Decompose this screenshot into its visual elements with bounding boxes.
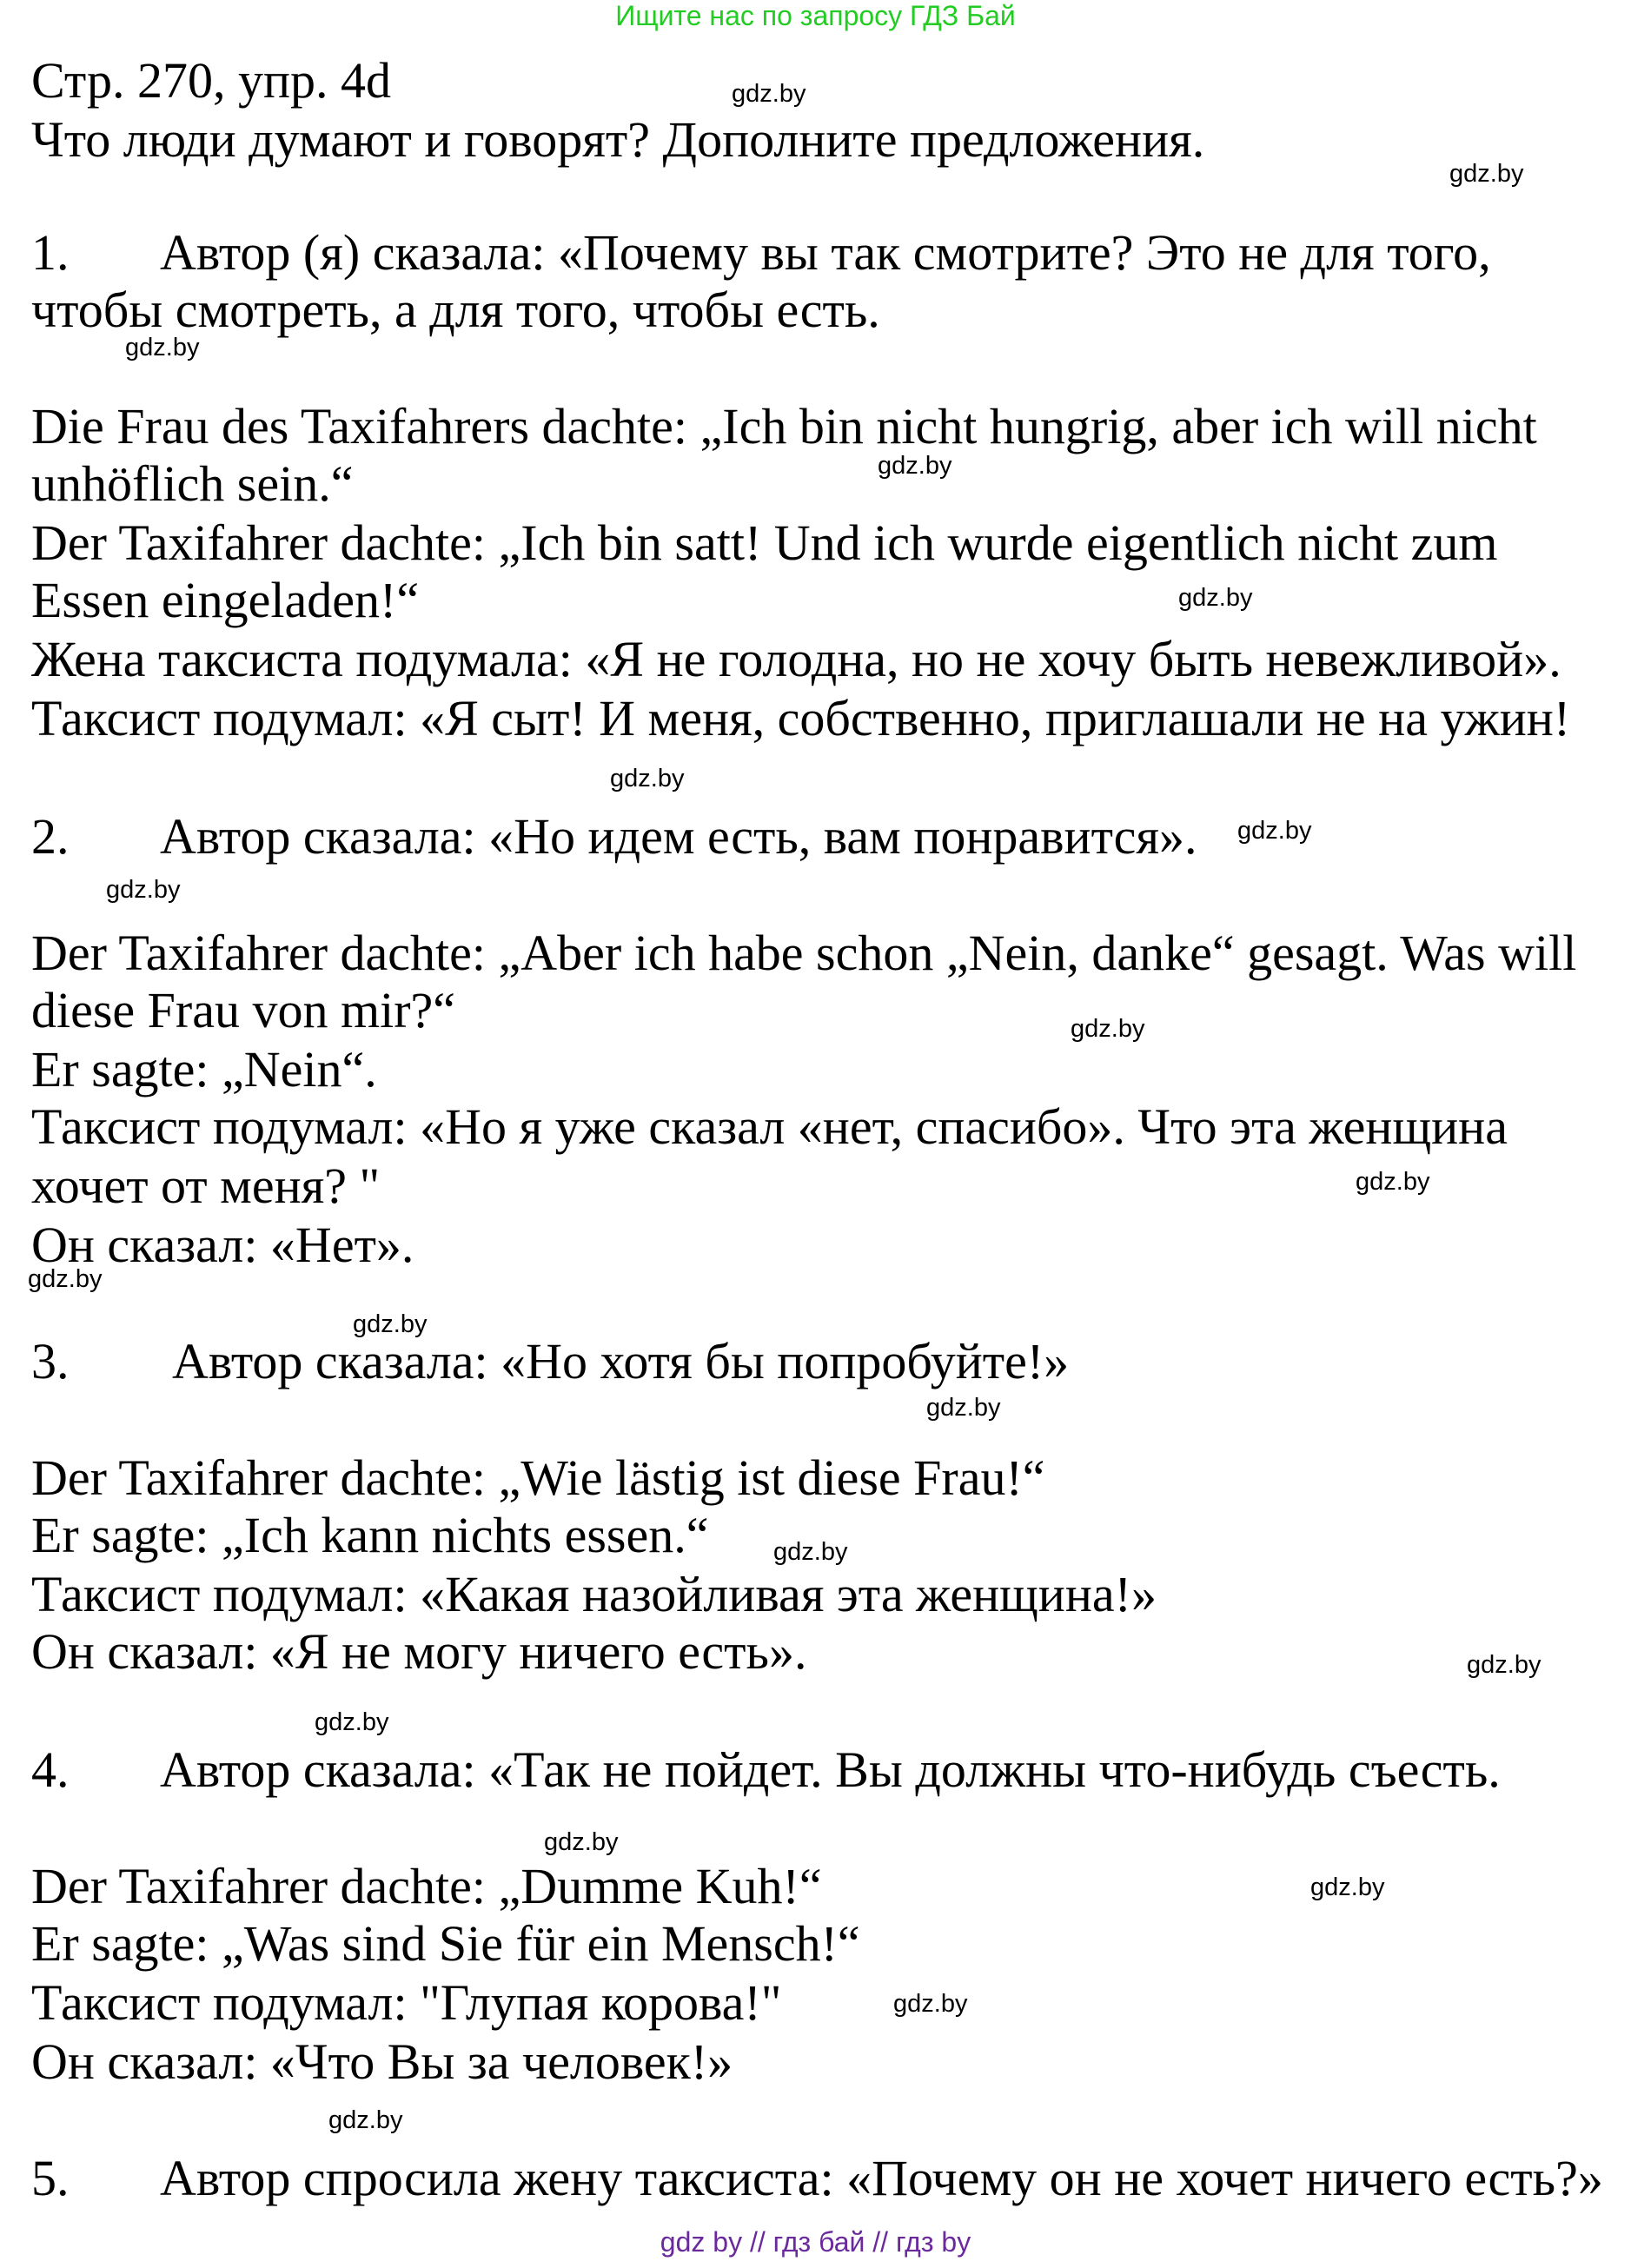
section-5-intro xyxy=(31,2150,1603,2207)
watermark: gdz.by xyxy=(1178,584,1253,612)
watermark: gdz.by xyxy=(878,452,952,480)
section-1-line: Жена таксиста подумала: «Я не голодна, но не хочу быть невежливой». xyxy=(31,631,1561,687)
section-2-intro-line-1: Автор сказала: «Но идем есть, вам понравится». xyxy=(160,808,1197,865)
section-1-intro-line-1: Автор (я) сказала: «Почему вы так смотрите? Это не для того, xyxy=(160,224,1491,281)
section-2-line: Der Taxifahrer dachte: „Aber ich habe schon „Nein, danke“ gesagt. Was will xyxy=(31,925,1577,981)
section-3-intro xyxy=(31,1333,1069,1390)
section-2-intro xyxy=(31,808,1197,865)
watermark: gdz.by xyxy=(893,1990,968,2018)
section-1-line: unhöflich sein.“ xyxy=(31,455,354,512)
section-2-line: Er sagte: „Nein“. xyxy=(31,1041,377,1098)
watermark: gdz.by xyxy=(125,334,200,361)
section-1-line: Таксист подумал: «Я сыт! И меня, собственно, приглашали не на ужин! xyxy=(31,690,1571,746)
watermark: gdz.by xyxy=(1071,1015,1145,1043)
section-3-intro-line-1: Автор сказала: «Но хотя бы попробуйте!» xyxy=(172,1333,1070,1389)
watermark: gdz.by xyxy=(1467,1651,1541,1679)
watermark: gdz.by xyxy=(926,1394,1001,1422)
search-banner[interactable]: Ищите нас по запросу ГДЗ Бай xyxy=(615,0,1016,31)
section-3-number: 3. xyxy=(31,1333,70,1389)
watermark: gdz.by xyxy=(1310,1873,1385,1901)
section-5-intro-line-1: Автор спросила жену таксиста: «Почему он не хочет ничего есть?» xyxy=(160,2150,1603,2206)
section-3-line: Таксист подумал: «Какая назойливая эта женщина!» xyxy=(31,1566,1157,1622)
section-1-line: Die Frau des Taxifahrers dachte: „Ich bin nicht hungrig, aber ich will nicht xyxy=(31,398,1537,454)
watermark: gdz.by xyxy=(1356,1168,1430,1196)
task-instruction: Что люди думают и говорят? Дополните предложения. xyxy=(31,111,1205,168)
section-3-line: Er sagte: „Ich kann nichts essen.“ xyxy=(31,1507,709,1563)
section-4-line: Он сказал: «Что Вы за человек!» xyxy=(31,2033,733,2090)
watermark: gdz.by xyxy=(315,1708,389,1736)
section-3-line: Der Taxifahrer dachte: „Wie lästig ist diese Frau!“ xyxy=(31,1449,1045,1506)
watermark: gdz.by xyxy=(610,765,685,792)
section-3-line: Он сказал: «Я не могу ничего есть». xyxy=(31,1623,807,1680)
section-4-number: 4. xyxy=(31,1741,70,1798)
section-2-line: хочет от меня? " xyxy=(31,1157,381,1214)
section-2-number: 2. xyxy=(31,808,70,865)
watermark: gdz.by xyxy=(773,1538,848,1566)
section-2-line: Он сказал: «Нет». xyxy=(31,1217,414,1273)
section-1-line: Der Taxifahrer dachte: „Ich bin satt! Und ich wurde eigentlich nicht zum xyxy=(31,514,1498,571)
watermark: gdz.by xyxy=(28,1265,103,1293)
section-4-intro xyxy=(31,1741,1501,1799)
section-5-number: 5. xyxy=(31,2150,70,2206)
section-2-line: Таксист подумал: «Но я уже сказал «нет, спасибо». Что эта женщина xyxy=(31,1098,1508,1155)
section-1-intro xyxy=(31,224,1491,282)
watermark: gdz.by xyxy=(328,2106,403,2134)
section-1-line: Essen eingeladen!“ xyxy=(31,572,420,628)
section-2-line: diese Frau von mir?“ xyxy=(31,982,456,1038)
section-4-line: Der Taxifahrer dachte: „Dumme Kuh!“ xyxy=(31,1858,822,1914)
watermark: gdz.by xyxy=(544,1828,619,1856)
watermark: gdz.by xyxy=(732,80,806,108)
watermark: gdz.by xyxy=(106,876,181,904)
watermark: gdz.by xyxy=(353,1310,428,1338)
section-1-number: 1. xyxy=(31,224,70,281)
watermark: gdz.by xyxy=(1237,817,1312,845)
page-exercise-reference: Стр. 270, упр. 4d xyxy=(31,52,392,109)
footer-links[interactable]: gdz by // гдз бай // гдз by xyxy=(660,2226,971,2258)
watermark: gdz.by xyxy=(1449,160,1524,188)
section-1-intro-line-2: чтобы смотреть, а для того, чтобы есть. xyxy=(31,282,880,338)
section-4-line: Er sagte: „Was sind Sie für ein Mensch!“ xyxy=(31,1915,860,1972)
section-4-line: Таксист подумал: "Глупая корова!" xyxy=(31,1974,782,2031)
section-4-intro-line-1: Автор сказала: «Так не пойдет. Вы должны что-нибудь съесть. xyxy=(160,1741,1501,1798)
